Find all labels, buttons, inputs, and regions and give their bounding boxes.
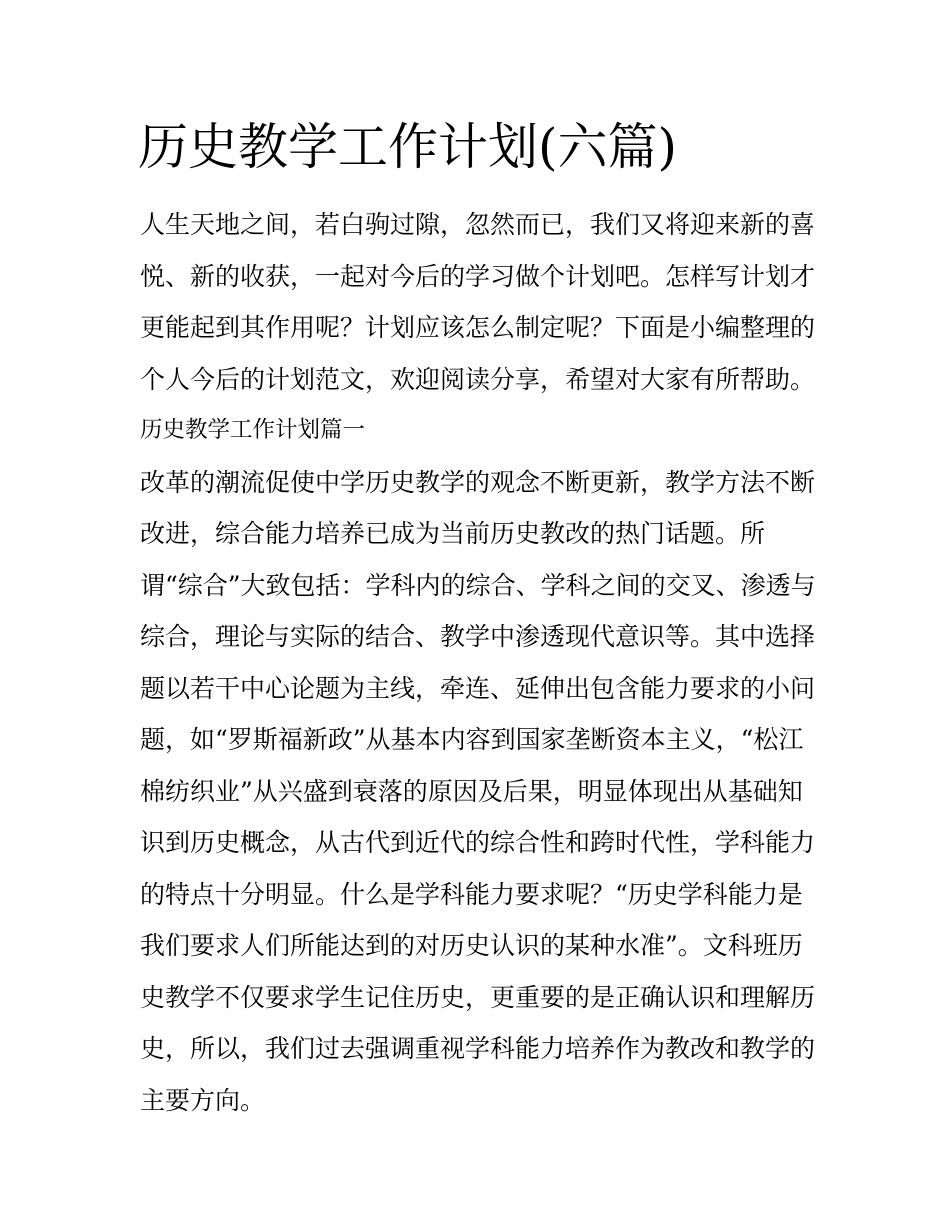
paragraph-line: 更能起到其作用呢？计划应该怎么制定呢？下面是小编整理的 xyxy=(140,313,816,342)
paragraph-line: 棉纺织业”从兴盛到衰落的原因及后果，明显体现出从基础知 xyxy=(140,776,803,806)
paragraph-line: 人生天地之间，若白驹过隙，忽然而已，我们又将迎来新的喜 xyxy=(140,210,816,239)
paragraph-line: 改革的潮流促使中学历史教学的观念不断更新，教学方法不断 xyxy=(140,467,816,497)
paragraph-line: 谓“综合”大致包括：学科内的综合、学科之间的交叉、渗透与 xyxy=(140,570,816,600)
paragraph-line: 的特点十分明显。什么是学科能力要求呢？“历史学科能力是 xyxy=(140,879,803,909)
paragraph-line: 史教学不仅要求学生记住历史，更重要的是正确认识和理解历 xyxy=(140,982,816,1012)
paragraph-line: 识到历史概念，从古代到近代的综合性和跨时代性，学科能力 xyxy=(140,828,816,857)
paragraph-line: 史，所以，我们过去强调重视学科能力培养作为教改和教学的 xyxy=(140,1034,816,1063)
paragraph-line: 题，如“罗斯福新政”从基本内容到国家垄断资本主义，“松江 xyxy=(140,725,804,754)
paragraph-line: 综合，理论与实际的结合、教学中渗透现代意识等。其中选择 xyxy=(140,622,816,651)
paragraph-line: 我们要求人们所能达到的对历史认识的某种水准”。文科班历 xyxy=(140,931,803,960)
paragraph-line: 主要方向。 xyxy=(140,1085,266,1115)
section-heading: 历史教学工作计划篇一 xyxy=(140,417,366,443)
paragraph-line: 改进，综合能力培养已成为当前历史教改的热门话题。所 xyxy=(140,519,766,548)
paragraph-line: 题以若干中心论题为主线，牵连、延伸出包含能力要求的小问 xyxy=(140,673,816,703)
paragraph-line: 个人今后的计划范文，欢迎阅读分享，希望对大家有所帮助。 xyxy=(140,364,816,394)
document-body xyxy=(140,199,820,1126)
paragraph-line: 悦、新的收获，一起对今后的学习做个计划吧。怎样写计划才 xyxy=(140,261,816,291)
document-title: 历史教学工作计划(六篇) xyxy=(138,118,678,176)
